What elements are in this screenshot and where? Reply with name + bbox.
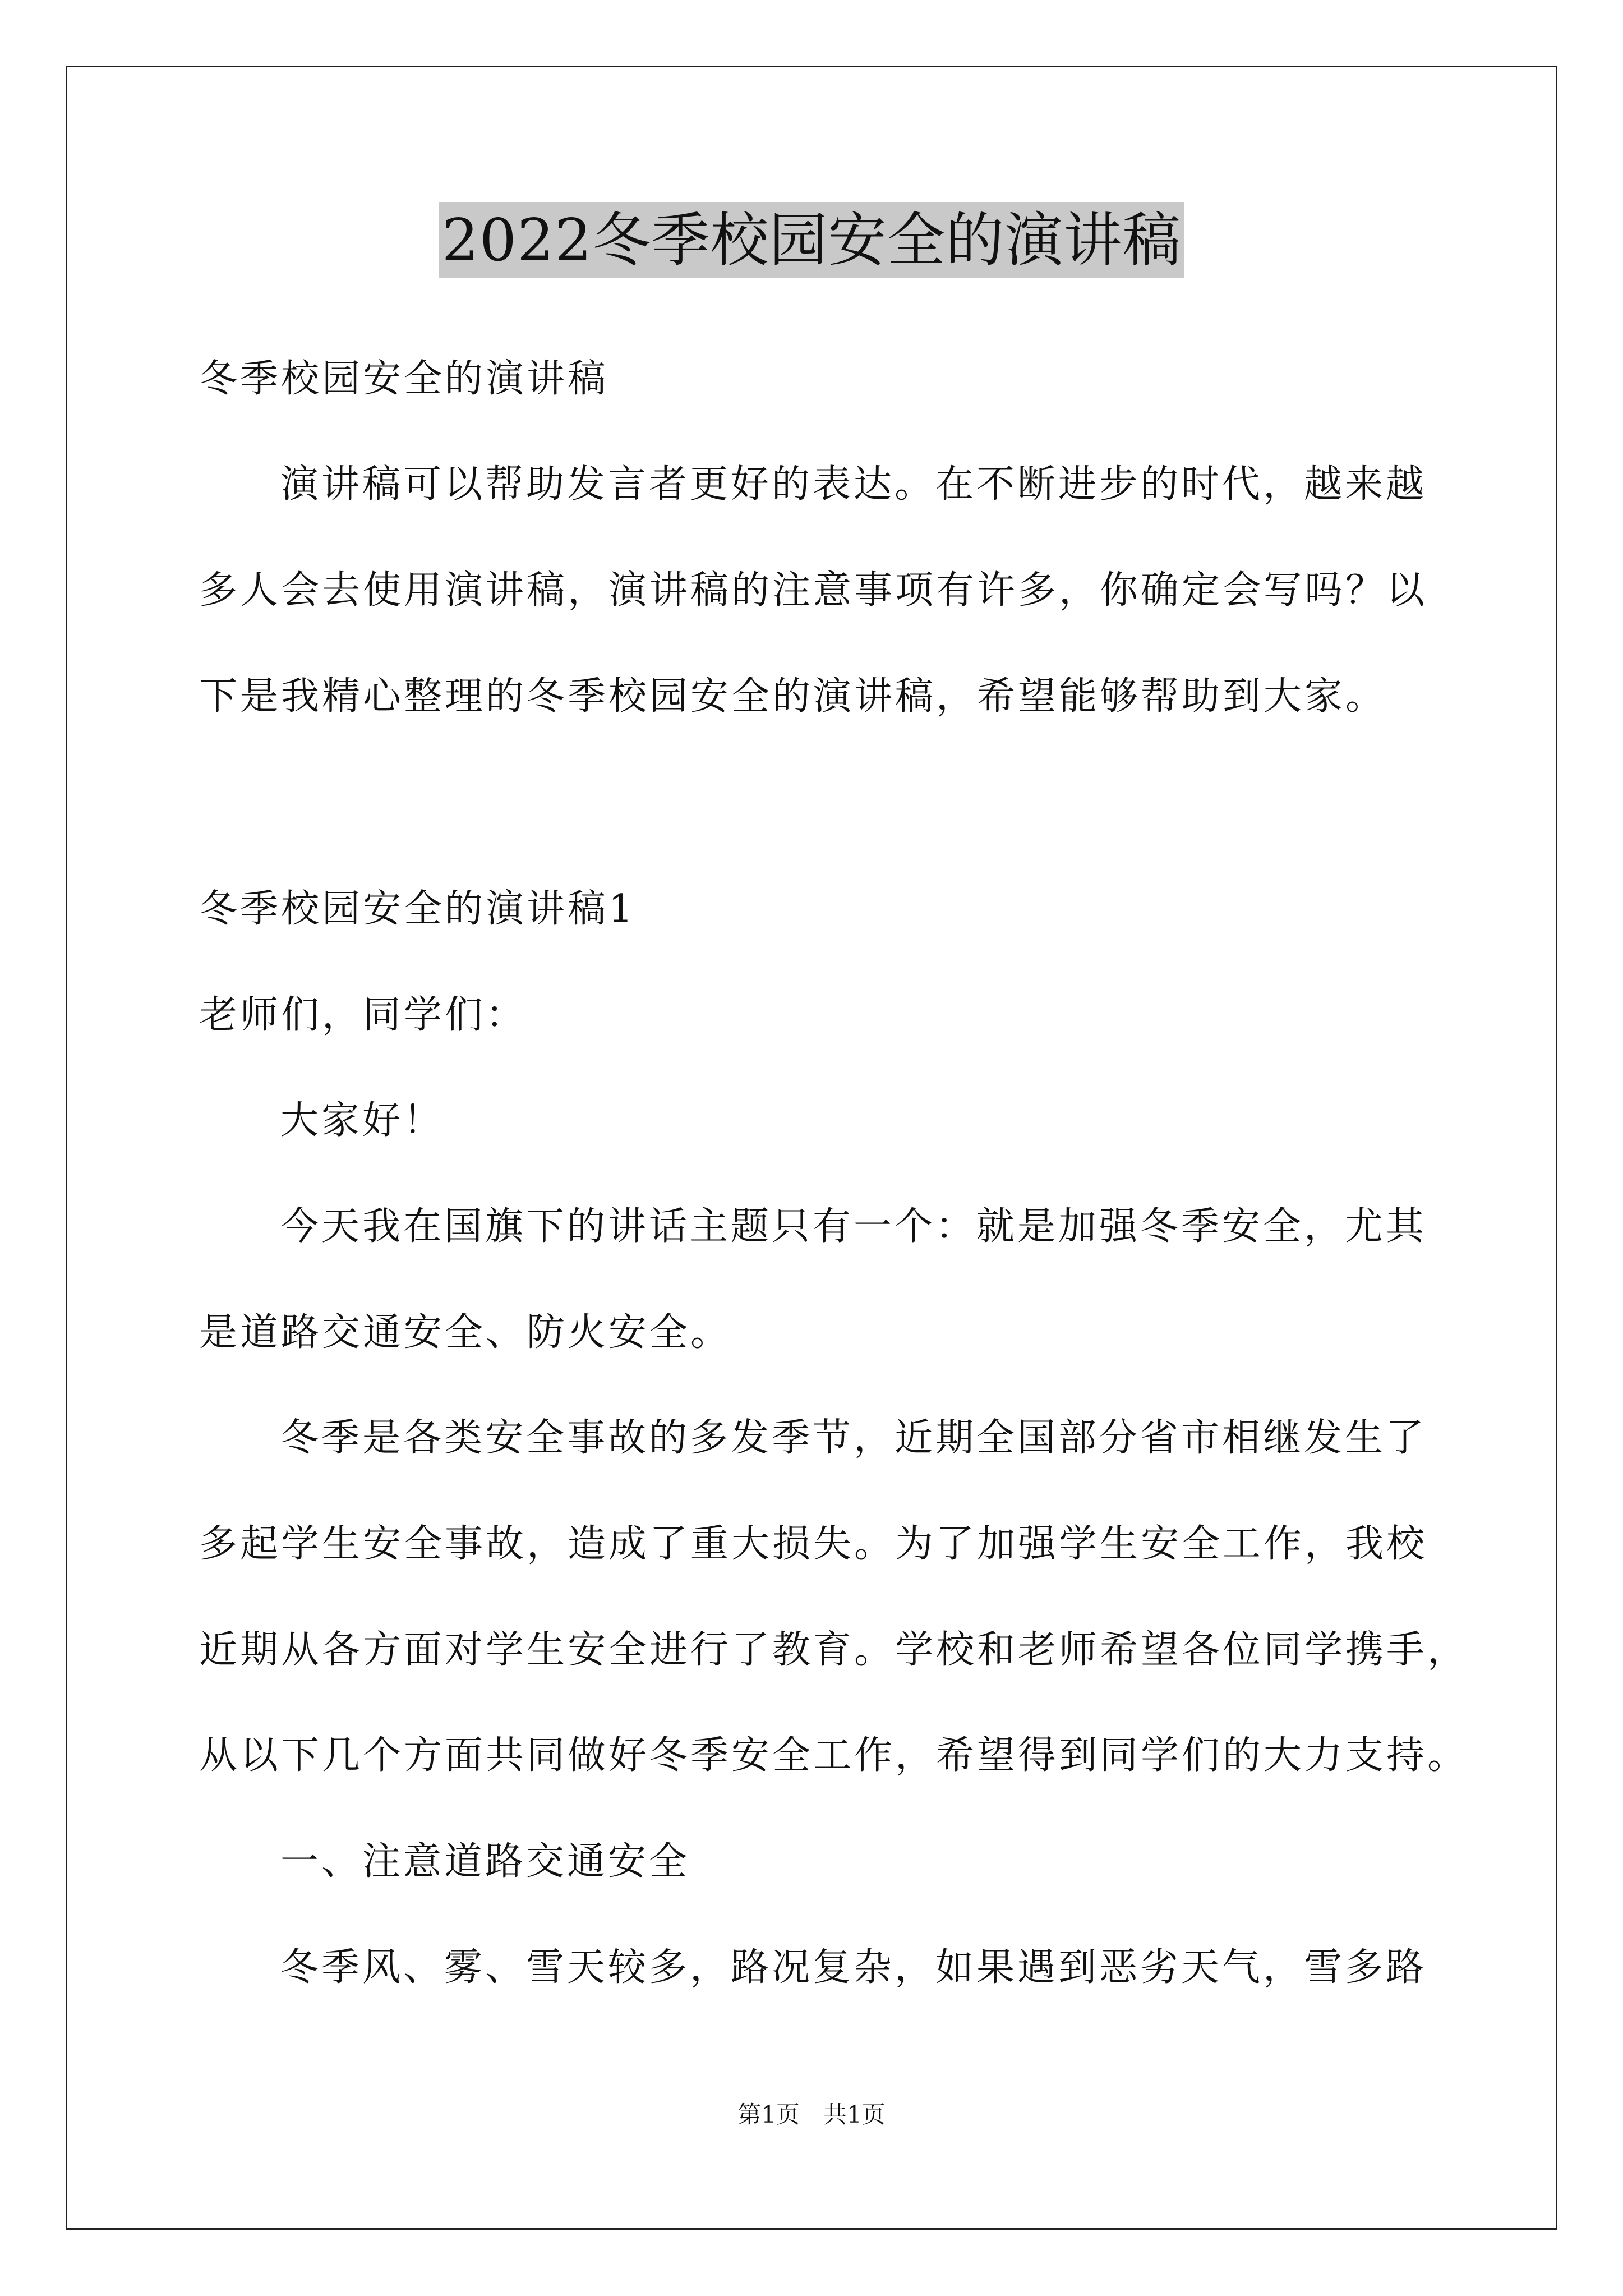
greeting: 大家好！ [280, 1098, 445, 1143]
subtitle: 冬季校园安全的演讲稿 [199, 357, 609, 401]
paragraph-line: 冬季风、雾、雪天较多，路况复杂，如果遇到恶劣天气，雪多路 [280, 1945, 1427, 1990]
subsection-heading: 一、注意道路交通安全 [280, 1839, 690, 1884]
paragraph-line: 近期从各方面对学生安全进行了教育。学校和老师希望各位同学携手， [199, 1628, 1469, 1672]
paragraph-line: 是道路交通安全、防火安全。 [199, 1310, 732, 1355]
document-title: 2022冬季校园安全的演讲稿 [439, 202, 1185, 278]
paragraph-line: 今天我在国旗下的讲话主题只有一个：就是加强冬季安全，尤其 [280, 1204, 1427, 1249]
paragraph-line: 下是我精心整理的冬季校园安全的演讲稿，希望能够帮助到大家。 [199, 674, 1387, 719]
salutation: 老师们，同学们： [199, 993, 527, 1037]
paragraph-line: 多人会去使用演讲稿，演讲稿的注意事项有许多，你确定会写吗？以 [199, 568, 1428, 613]
section-heading: 冬季校园安全的演讲稿1 [199, 887, 636, 931]
paragraph-line: 冬季是各类安全事故的多发季节，近期全国部分省市相继发生了 [280, 1416, 1427, 1460]
title-wrap [0, 202, 1623, 278]
paragraph-line: 演讲稿可以帮助发言者更好的表达。在不断进步的时代，越来越 [280, 462, 1427, 507]
page-footer: 第1页 共1页 [737, 2101, 886, 2128]
paragraph-line: 多起学生安全事故，造成了重大损失。为了加强学生安全工作，我校 [199, 1522, 1428, 1566]
paragraph-line: 从以下几个方面共同做好冬季安全工作，希望得到同学们的大力支持。 [199, 1733, 1469, 1778]
